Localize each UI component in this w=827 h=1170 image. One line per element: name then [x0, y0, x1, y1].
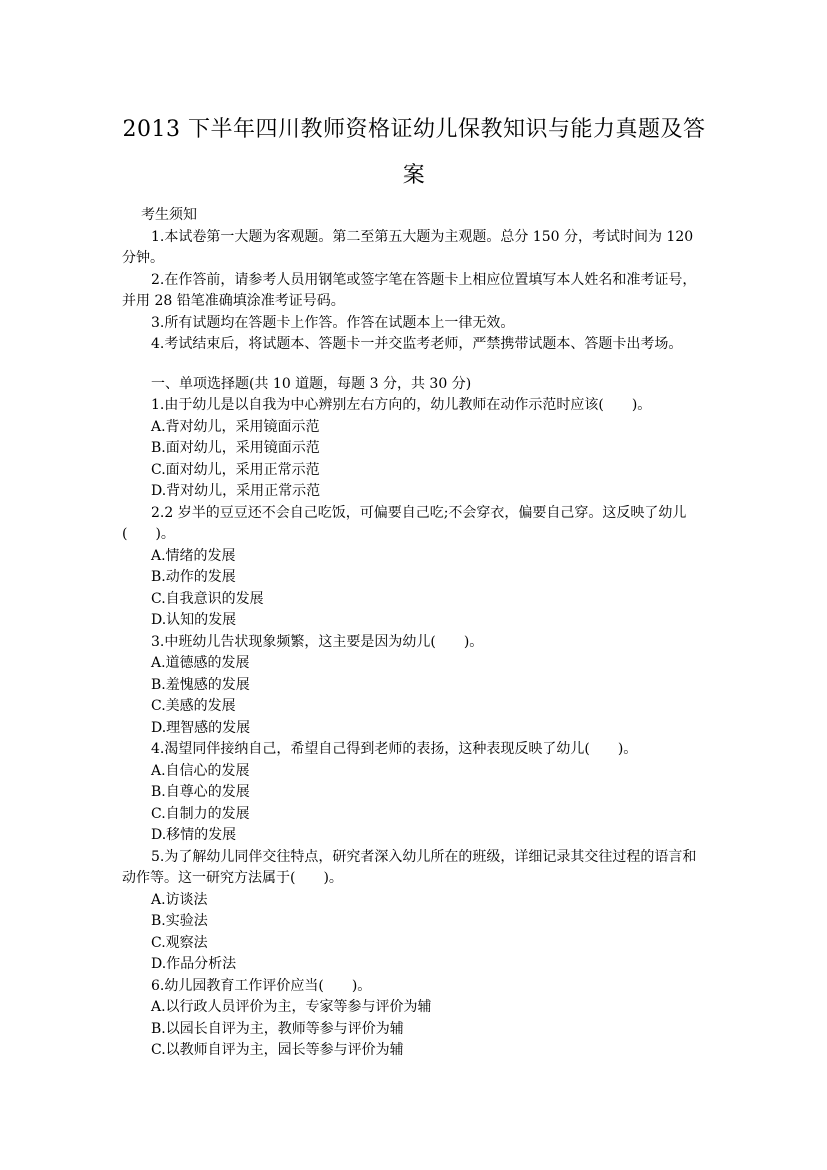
question-5-option-a: A.访谈法 — [151, 891, 208, 908]
question-1-option-c: C.面对幼儿，采用正常示范 — [151, 461, 320, 478]
section-heading: 一、单项选择题(共 10 道题，每题 3 分，共 30 分) — [151, 375, 472, 392]
document-body — [122, 205, 706, 1062]
question-1-option-a: A.背对幼儿，采用镜面示范 — [151, 418, 320, 435]
question-3-option-a: A.道德感的发展 — [151, 655, 250, 671]
question-stem-3: 3.中班幼儿告状现象频繁，这主要是因为幼儿( )。 — [151, 633, 484, 650]
question-3-option-d: D.理智感的发展 — [151, 719, 251, 736]
section-gap — [122, 356, 706, 374]
question-6-option-a: A.以行政人员评价为主，专家等参与评价为辅 — [151, 999, 432, 1015]
question-2-option-b: B.动作的发展 — [151, 569, 236, 585]
question-4-option-c: C.自制力的发展 — [151, 805, 250, 822]
question-4-option-b: B.自尊心的发展 — [151, 784, 250, 800]
question-stem-1: 1.由于幼儿是以自我为中心辨别左右方向的，幼儿教师在动作示范时应该( )。 — [151, 397, 652, 413]
document-title — [122, 0, 706, 199]
question-3-option-c: C.美感的发展 — [151, 698, 236, 714]
question-4-option-a: A.自信心的发展 — [151, 762, 250, 779]
notice-item-2: 2.在作答前，请参考人员用钢笔或签字笔在答题卡上相应位置填写本人姓名和准考证号，并用 28 铅笔准确填涂准考证号码。 — [122, 271, 697, 309]
question-4-option-d: D.移情的发展 — [151, 827, 237, 843]
question-stem-4: 4.渴望同伴接纳自己，希望自己得到老师的表扬，这种表现反映了幼儿( )。 — [151, 741, 638, 757]
question-3-option-b: B.羞愧感的发展 — [151, 676, 250, 693]
question-1-option-b: B.面对幼儿，采用镜面示范 — [151, 440, 320, 456]
notice-item-4: 4.考试结束后，将试题本、答题卡一并交监考老师，严禁携带试题本、答题卡出考场。 — [151, 336, 683, 352]
question-stem-6: 6.幼儿园教育工作评价应当( )。 — [151, 977, 372, 994]
question-5-option-d: D.作品分析法 — [151, 956, 237, 972]
question-6-option-b: B.以园长自评为主，教师等参与评价为辅 — [151, 1020, 404, 1037]
question-5-option-c: C.观察法 — [151, 934, 208, 951]
question-2-option-d: D.认知的发展 — [151, 612, 237, 628]
question-stem-5: 5.为了解幼儿同伴交往特点，研究者深入幼儿所在的班级，详细记录其交往过程的语言和动作等。这一研究方法属于( )。 — [122, 848, 697, 886]
title-line-1: 2013 下半年四川教师资格证幼儿保教知识与能力真题及答 — [122, 117, 706, 142]
question-2-option-c: C.自我意识的发展 — [151, 590, 264, 607]
notice-item-3: 3.所有试题均在答题卡上作答。作答在试题本上一律无效。 — [151, 314, 515, 331]
question-6-option-c: C.以教师自评为主，园长等参与评价为辅 — [151, 1042, 404, 1058]
notice-item-1: 1.本试卷第一大题为客观题。第二至第五大题为主观题。总分 150 分，考试时间为 120 分钟。 — [122, 228, 694, 266]
question-1-option-d: D.背对幼儿，采用正常示范 — [151, 483, 321, 499]
question-stem-2: 2.2 岁半的豆豆还不会自己吃饭，可偏要自己吃;不会穿衣，偏要自己穿。这反映了幼儿( )。 — [122, 504, 687, 542]
title-line-2: 案 — [402, 163, 426, 188]
question-5-option-b: B.实验法 — [151, 913, 208, 929]
notice-heading: 考生须知 — [141, 207, 197, 223]
question-2-option-a: A.情绪的发展 — [151, 547, 236, 564]
